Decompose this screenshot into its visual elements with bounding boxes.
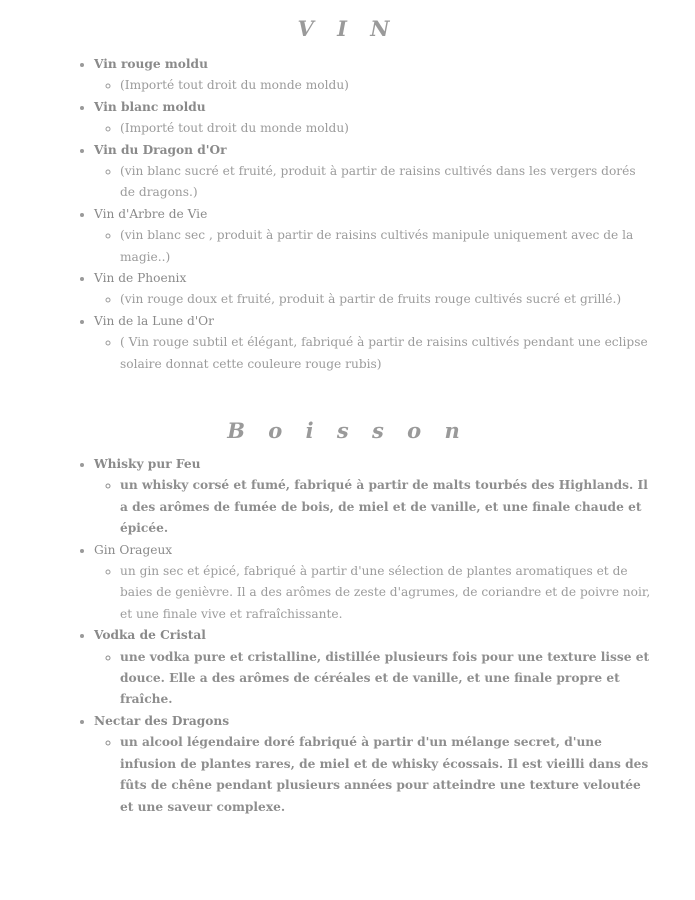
item-name: Gin Orageux (94, 542, 173, 557)
list-item (94, 140, 654, 204)
item-description: ◦ une vodka pure et cristalline, distillée plusieurs fois pour une texture lisse et douce. Elle a des arômes de céréales et de vanille, et une finale propre et fraîche. (120, 647, 654, 711)
section-title-boisson: B o i s s o n (227, 418, 468, 443)
item-name: Vin de Phoenix (94, 271, 187, 286)
item-name: Nectar des Dragons (94, 713, 230, 728)
drinks-list (76, 454, 654, 818)
item-name: Vin d'Arbre de Vie (94, 206, 208, 221)
item-description: ◦ un alcool légendaire doré fabriqué à partir d'un mélange secret, d'une infusion de plantes rares, de miel et de whisky écossais. Il est vieilli dans des fûts de chêne pendant plusieurs années pour atteindre une texture veloutée et une saveur complexe. (120, 732, 654, 818)
list-item (94, 540, 654, 626)
item-name: Vin du Dragon d'Or (94, 142, 227, 157)
list-item (94, 204, 654, 268)
list-item (94, 97, 654, 140)
item-description: ◦ ( Vin rouge subtil et élégant, fabriqué à partir de raisins cultivés pendant une eclipse solaire donnat cette couleure rouge rubis) (120, 332, 654, 375)
item-description: ◦ un gin sec et épicé, fabriqué à partir d'une sélection de plantes aromatiques et de baies de genièvre. Il a des arômes de zeste d'agrumes, de coriandre et de poivre noir, et une finale vive et rafraîchissante. (120, 561, 654, 625)
list-item (94, 625, 654, 711)
item-description: ◦ (Importé tout droit du monde moldu) (120, 118, 654, 139)
list-item (94, 711, 654, 818)
list-item (94, 54, 654, 97)
item-name: Whisky pur Feu (94, 457, 201, 471)
item-name: Vin blanc moldu (94, 99, 206, 114)
item-description: ◦ (vin blanc sec , produit à partir de raisins cultivés manipule uniquement avec de la magie..) (120, 225, 654, 268)
item-name: Vin de la Lune d'Or (94, 313, 214, 328)
item-description: ◦ un whisky corsé et fumé, fabriqué à partir de malts tourbés des Highlands. Il a des arômes de fumée de bois, de miel et de vanille, et une finale chaude et épicée. (120, 475, 654, 539)
section-title-vin: V I N (297, 16, 398, 41)
item-description: ◦ (vin blanc sucré et fruité, produit à partir de raisins cultivés dans les vergers dorés de dragons.) (120, 161, 654, 204)
item-name: Vin rouge moldu (94, 57, 208, 71)
item-name: Vodka de Cristal (94, 628, 206, 643)
wine-list (76, 54, 654, 375)
item-description: ◦ (Importé tout droit du monde moldu) (120, 75, 654, 96)
item-description: ◦ (vin rouge doux et fruité, produit à partir de fruits rouge cultivés sucré et grillé.) (120, 289, 654, 310)
list-item (94, 311, 654, 375)
list-item (94, 454, 654, 540)
list-item (94, 268, 654, 311)
